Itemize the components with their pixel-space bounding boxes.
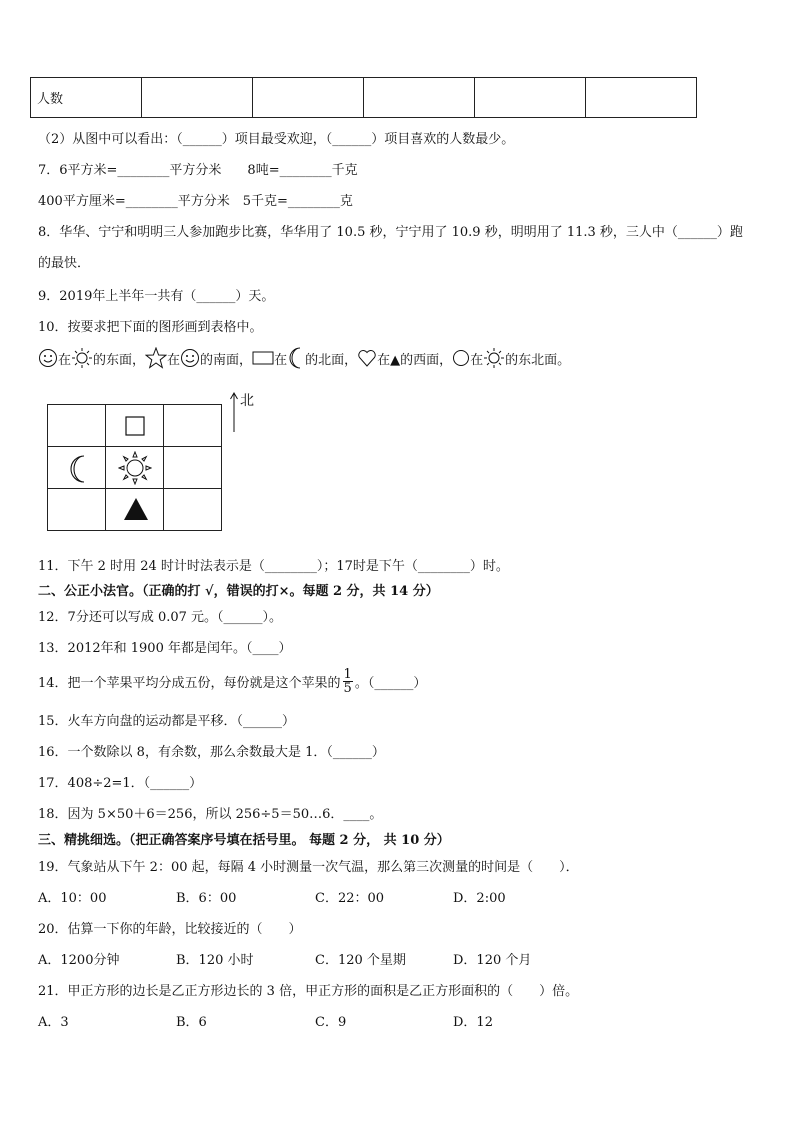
star-icon [145, 347, 167, 369]
grid-cell [106, 489, 164, 530]
question-14-answer: 。（______） [354, 675, 427, 691]
q21-option-c: C．9 [315, 1015, 347, 1030]
text-seg: 在 [58, 352, 72, 368]
rectangle-icon [252, 351, 274, 365]
question-9: 9．2019年上半年一共有（______）天。 [38, 289, 275, 304]
grid-cell [164, 489, 221, 530]
table-cell [142, 78, 253, 118]
q20-option-a: A．1200分钟 [38, 953, 120, 968]
q20-option-b: B．120 小时 [176, 953, 254, 968]
question-17: 17．408÷2=1．（______） [38, 776, 203, 791]
sun-icon [71, 347, 93, 369]
question-18: 18．因为 5×50＋6＝256，所以 256÷5＝50…6．____。 [38, 807, 383, 822]
grid-cell [164, 405, 221, 447]
fraction-numerator: 1 [343, 666, 352, 682]
section-2-heading: 二、公正小法官。（正确的打 √，错误的打×。每题 2 分，共 14 分） [38, 584, 439, 599]
q21-option-d: D．12 [453, 1015, 493, 1030]
grid-cell [164, 447, 221, 489]
north-arrow-icon [229, 391, 239, 433]
text-seg: 的东面， [93, 352, 146, 368]
position-grid [47, 404, 222, 531]
table-cell [586, 78, 697, 118]
text-seg: 在 [274, 352, 288, 368]
question-7b: 400平方厘米=________平方分米 5千克=________克 [38, 194, 353, 209]
smiley-icon [180, 348, 200, 368]
q19-option-b: B．6：00 [176, 891, 237, 906]
question-10: 10．按要求把下面的图形画到表格中。 [38, 320, 263, 335]
question-7a: 7．6平方米=________平方分米 8吨=________千克 [38, 163, 358, 178]
section-3-heading: 三、精挑细选。（把正确答案序号填在括号里。 每题 2 分， 共 10 分） [38, 833, 450, 848]
square-icon [125, 416, 145, 436]
row-label: 人数 [31, 78, 142, 118]
question-8-cont: 的最快． [38, 256, 91, 271]
question-11: 11．下午 2 时用 24 时计时法表示是（________）；17时是下午（________）时。 [38, 559, 509, 574]
q19-option-a: A．10：00 [38, 891, 107, 906]
grid-cell [48, 405, 106, 447]
fraction-one-fifth [343, 668, 353, 695]
q21-option-a: A．3 [38, 1015, 69, 1030]
moon-icon [287, 347, 305, 369]
table-cell [364, 78, 475, 118]
text-seg: 的北面， [305, 352, 358, 368]
grid-cell [48, 447, 106, 489]
text-seg: 在 [167, 352, 181, 368]
q20-option-c: C．120 个星期 [315, 953, 406, 968]
data-table [30, 77, 697, 118]
question-14-text: 14．把一个苹果平均分成五份，每份就是这个苹果的 [38, 675, 341, 691]
question-13: 13．2012年和 1900 年都是闰年。（____） [38, 641, 292, 656]
question-16: 16．一个数除以 8，有余数，那么余数最大是 1．（______） [38, 745, 385, 760]
question-14 [38, 662, 426, 700]
fraction-denominator: 5 [343, 680, 352, 696]
text-seg: 在 [470, 352, 484, 368]
heart-icon [357, 348, 377, 368]
question-15: 15．火车方向盘的运动都是平移．（______） [38, 714, 296, 729]
table-row [31, 78, 697, 118]
moon-icon [65, 454, 89, 484]
text-seg: 在▲的西面， [377, 352, 453, 368]
question-21: 21．甲正方形的边长是乙正方形边长的 3 倍，甲正方形的面积是乙正方形面积的（ ）倍。 [38, 984, 579, 999]
table-cell [475, 78, 586, 118]
question-12: 12．7分还可以写成 0.07 元。（______）。 [38, 610, 283, 625]
q19-option-c: C．22：00 [315, 891, 385, 906]
question-10-instruction [38, 347, 570, 369]
grid-cell [48, 489, 106, 530]
question-19: 19．气象站从下午 2：00 起，每隔 4 小时测量一次气温，那么第三次测量的时间是（ ）． [38, 860, 579, 875]
text-seg: 的东北面。 [505, 352, 571, 368]
question-8: 8．华华、宁宁和明明三人参加跑步比赛，华华用了 10.5 秒，宁宁用了 10.9 秒，明明用了 11.3 秒，三人中（______）跑 [38, 225, 743, 240]
question-6-2: （2）从图中可以看出：（______）项目最受欢迎，（______）项目喜欢的人数最少。 [38, 132, 515, 147]
triangle-icon [123, 497, 149, 521]
text-seg: 的南面， [200, 352, 253, 368]
q21-option-b: B．6 [176, 1015, 207, 1030]
q19-option-d: D．2:00 [453, 891, 506, 906]
north-label: 北 [240, 393, 254, 409]
grid-cell [106, 447, 164, 489]
smiley-icon [38, 348, 58, 368]
sun-icon [118, 451, 152, 485]
q20-option-d: D．120 个月 [453, 953, 532, 968]
question-20: 20．估算一下你的年龄，比较接近的（ ） [38, 922, 302, 937]
circle-icon [452, 349, 470, 367]
table-cell [253, 78, 364, 118]
sun-icon [483, 347, 505, 369]
grid-cell [106, 405, 164, 447]
